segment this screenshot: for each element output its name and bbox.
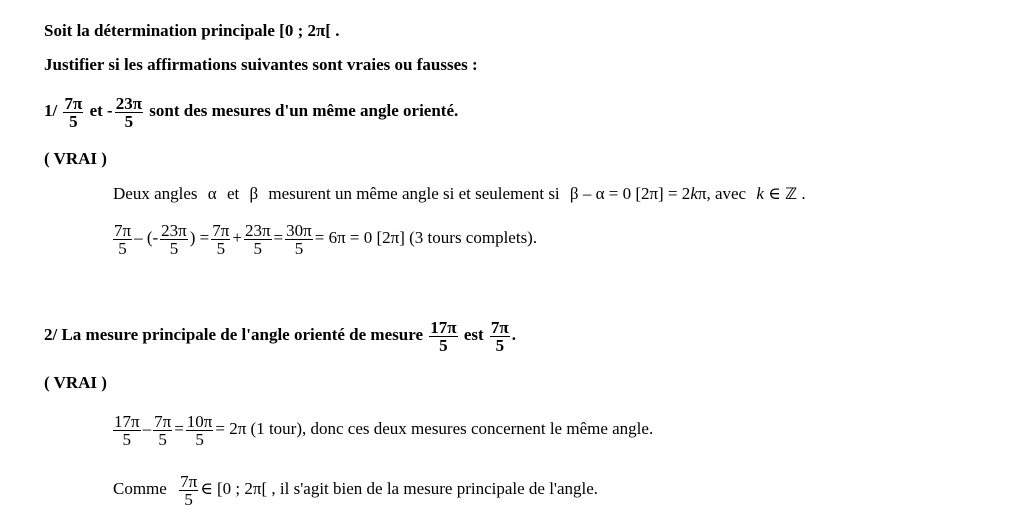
period: .	[801, 184, 806, 203]
question-2-conclusion	[113, 469, 598, 509]
numerator: 7π	[64, 93, 83, 113]
period: .	[511, 325, 516, 344]
question-1	[44, 91, 458, 131]
operator: – (-	[134, 228, 159, 247]
question-2-calculation	[111, 409, 653, 449]
fraction	[186, 413, 214, 448]
denominator: 5	[122, 429, 132, 449]
beta-symbol: β	[249, 184, 259, 203]
numerator: 7π	[180, 471, 198, 491]
numerator: 7π	[114, 220, 132, 240]
fraction-23pi-over-5	[115, 95, 143, 130]
word-est: est	[463, 325, 484, 344]
minus-sign: -	[107, 101, 113, 120]
condition-formula: β – α = 0 [2π] = 2	[569, 184, 691, 203]
intro-line-1: Soit la détermination principale [0 ; 2π[ .	[44, 21, 340, 40]
alpha-symbol: α	[207, 184, 217, 203]
fraction	[160, 222, 188, 257]
pi-symbol: π	[697, 184, 707, 203]
question-2-statement: 2/ La mesure principale de l'angle orienté de mesure	[44, 325, 423, 344]
denominator: 5	[439, 335, 448, 355]
explanation-text: Deux angles	[113, 184, 198, 203]
conclusion-text: ∈ [0 ; 2π[ , il s'agit bien de la mesure principale de l'angle.	[200, 479, 599, 498]
operator: =	[174, 419, 184, 438]
numerator: 10π	[186, 411, 213, 431]
fraction-7pi-over-5	[63, 95, 83, 130]
variable-k: k	[690, 184, 698, 203]
numerator: 17π	[114, 411, 140, 431]
element-of-symbol: ∈	[768, 184, 781, 203]
intro-line-2: Justifier si les affirmations suivantes sont vraies ou fausses :	[44, 55, 478, 74]
calculation-result: = 6π = 0 [2π] (3 tours complets).	[314, 228, 538, 247]
operator: ) =	[189, 228, 210, 247]
fraction	[211, 222, 230, 257]
question-1-statement: sont des mesures d'un même angle orienté.	[149, 101, 459, 120]
variable-k: k	[756, 184, 764, 203]
numerator: 23π	[161, 220, 187, 240]
fraction	[244, 222, 272, 257]
numerator: 30π	[286, 220, 312, 240]
operator: +	[232, 228, 242, 247]
fraction	[285, 222, 313, 257]
question-1-calculation	[111, 218, 537, 258]
fraction	[113, 413, 141, 448]
denominator: 5	[495, 335, 505, 355]
numerator: 7π	[212, 220, 230, 240]
operator: =	[273, 228, 284, 247]
fraction	[113, 222, 132, 257]
fraction-7pi-over-5	[179, 473, 198, 508]
calculation-result: = 2π (1 tour), donc ces deux mesures concernent le même angle.	[215, 419, 654, 438]
fraction-7pi-over-5	[490, 319, 510, 354]
word-et: et	[89, 101, 103, 120]
denominator: 5	[253, 238, 262, 258]
denominator: 5	[184, 489, 193, 509]
question-1-explanation	[113, 184, 806, 204]
word-comme: Comme	[113, 479, 167, 498]
numerator: 7π	[154, 411, 172, 431]
denominator: 5	[124, 111, 134, 131]
question-2	[44, 315, 516, 355]
question-2-verdict: ( VRAI )	[44, 373, 107, 392]
explanation-text: mesurent un même angle si et seulement si	[268, 184, 560, 203]
denominator: 5	[69, 111, 78, 131]
word-et: et	[226, 184, 240, 203]
operator: –	[142, 419, 152, 438]
denominator: 5	[294, 238, 304, 258]
question-1-number: 1/	[44, 101, 58, 120]
numerator: 23π	[115, 93, 143, 113]
denominator: 5	[158, 429, 167, 449]
denominator: 5	[118, 238, 127, 258]
denominator: 5	[169, 238, 179, 258]
question-1-verdict: ( VRAI )	[44, 149, 107, 168]
denominator: 5	[216, 238, 226, 258]
numerator: 23π	[244, 220, 271, 240]
integers-symbol: ℤ	[784, 184, 798, 203]
fraction	[153, 413, 172, 448]
fraction-17pi-over-5	[429, 319, 457, 354]
denominator: 5	[195, 429, 204, 449]
numerator: 7π	[490, 317, 509, 337]
word-avec: , avec	[706, 184, 747, 203]
numerator: 17π	[430, 317, 457, 337]
